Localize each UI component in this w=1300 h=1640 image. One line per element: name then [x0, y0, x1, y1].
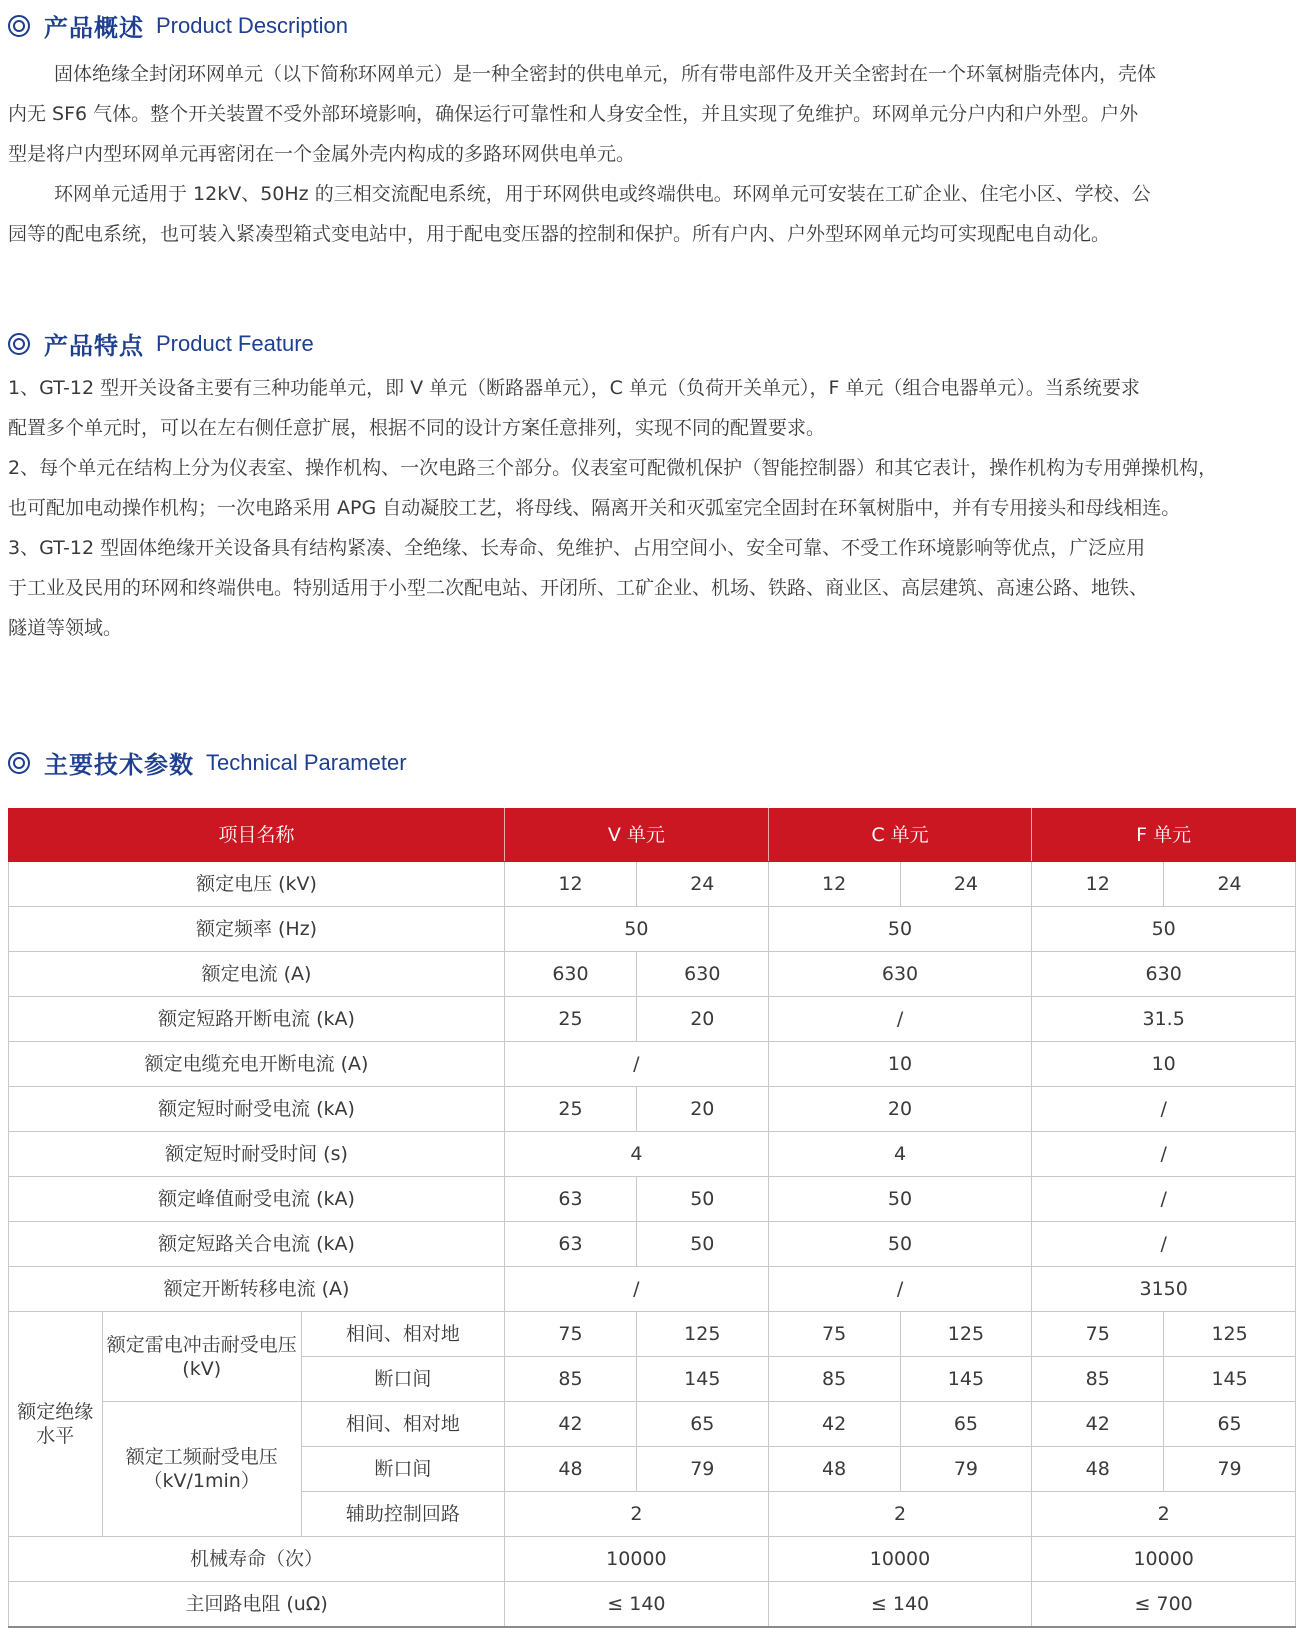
lightning-label: 额定雷电冲击耐受电压 (kV) [102, 1312, 301, 1402]
cell: 25 [505, 997, 637, 1042]
cell: 145 [900, 1357, 1032, 1402]
cell: 24 [1164, 862, 1296, 907]
cell: 24 [636, 862, 768, 907]
cell: 48 [768, 1447, 900, 1492]
circle-bullet-icon [8, 15, 30, 37]
header-f-unit: F 单元 [1032, 809, 1296, 862]
feature-line: 也可配加电动操作机构；一次电路采用 APG 自动凝胶工艺，将母线、隔离开关和灭弧室完全固封在环氧树脂中，并有专用接头和母线相连。 [8, 497, 1181, 519]
features-heading [8, 326, 314, 361]
cell: / [1032, 1222, 1296, 1267]
table-row [9, 1267, 1296, 1312]
table-row [9, 1312, 1296, 1357]
row-label: 额定短时耐受时间 (s) [9, 1132, 505, 1177]
row-label: 额定电压 (kV) [9, 862, 505, 907]
cell: 50 [636, 1222, 768, 1267]
cell: 20 [636, 1087, 768, 1132]
feature-line: 隧道等领域。 [8, 617, 123, 639]
cell: / [1032, 1132, 1296, 1177]
description-title-en: Product Description [156, 12, 348, 38]
table-row [9, 997, 1296, 1042]
row-label: 辅助控制回路 [301, 1492, 504, 1537]
cell: 2 [1032, 1492, 1296, 1537]
power-freq-label: 额定工频耐受电压（kV/1min） [102, 1402, 301, 1537]
row-label: 额定频率 (Hz) [9, 907, 505, 952]
cell: 48 [1032, 1447, 1164, 1492]
features-title-en: Product Feature [156, 330, 314, 356]
cell: 10 [1032, 1042, 1296, 1087]
description-line: 园等的配电系统，也可装入紧凑型箱式变电站中，用于配电变压器的控制和保护。所有户内、户外型环网单元均可实现配电自动化。 [8, 223, 1111, 245]
cell: 65 [636, 1402, 768, 1447]
row-label: 额定电缆充电开断电流 (A) [9, 1042, 505, 1087]
cell: 145 [1164, 1357, 1296, 1402]
feature-line: 配置多个单元时，可以在左右侧任意扩展，根据不同的设计方案任意排列，实现不同的配置要求。 [8, 417, 826, 439]
cell: 50 [768, 1222, 1032, 1267]
table-row [9, 952, 1296, 997]
description-line: 型是将户内型环网单元再密闭在一个金属外壳内构成的多路环网供电单元。 [8, 143, 636, 165]
table-row [9, 1537, 1296, 1582]
cell: 4 [505, 1132, 769, 1177]
cell: 79 [900, 1447, 1032, 1492]
table-row [9, 1402, 1296, 1447]
cell: 10000 [505, 1537, 769, 1582]
cell: 10 [768, 1042, 1032, 1087]
cell: 10000 [1032, 1537, 1296, 1582]
cell: / [505, 1267, 769, 1312]
cell: 75 [768, 1312, 900, 1357]
description-line: 内无 SF6 气体。整个开关装置不受外部环境影响，确保运行可靠性和人身安全性，并且实现了免维护。环网单元分户内和户外型。户外 [8, 103, 1139, 125]
cell: / [768, 1267, 1032, 1312]
row-label: 额定短路关合电流 (kA) [9, 1222, 505, 1267]
tech-title-cn: 主要技术参数 [44, 751, 194, 779]
feature-line: 1、GT-12 型开关设备主要有三种功能单元，即 V 单元（断路器单元），C 单元（负荷开关单元），F 单元（组合电器单元）。当系统要求 [8, 377, 1140, 399]
cell: 85 [505, 1357, 637, 1402]
cell: 50 [768, 907, 1032, 952]
row-label: 机械寿命（次） [9, 1537, 505, 1582]
cell: 48 [505, 1447, 637, 1492]
cell: ≤ 140 [768, 1582, 1032, 1628]
cell: 12 [505, 862, 637, 907]
row-label: 额定开断转移电流 (A) [9, 1267, 505, 1312]
cell: 12 [1032, 862, 1164, 907]
table-row [9, 1042, 1296, 1087]
feature-line: 2、每个单元在结构上分为仪表室、操作机构、一次电路三个部分。仪表室可配微机保护（智能控制器）和其它表计，操作机构为专用弹操机构， [8, 457, 1218, 479]
row-label: 额定电流 (A) [9, 952, 505, 997]
cell: 42 [768, 1402, 900, 1447]
cell: 20 [636, 997, 768, 1042]
feature-line: 3、GT-12 型固体绝缘开关设备具有结构紧凑、全绝缘、长寿命、免维护、占用空间小、安全可靠、不受工作环境影响等优点，广泛应用 [8, 537, 1146, 559]
cell: / [505, 1042, 769, 1087]
row-label: 断口间 [301, 1357, 504, 1402]
description-line: 固体绝缘全封闭环网单元（以下简称环网单元）是一种全密封的供电单元，所有带电部件及开关全密封在一个环氧树脂壳体内，壳体 [54, 63, 1157, 85]
cell: 65 [900, 1402, 1032, 1447]
row-label: 额定短路开断电流 (kA) [9, 997, 505, 1042]
cell: 75 [505, 1312, 637, 1357]
cell: 630 [505, 952, 637, 997]
table-row [9, 1132, 1296, 1177]
cell: 3150 [1032, 1267, 1296, 1312]
table-row [9, 907, 1296, 952]
table-row [9, 862, 1296, 907]
description-text [8, 54, 1298, 254]
cell: 630 [1032, 952, 1296, 997]
table-row [9, 1177, 1296, 1222]
cell: 42 [505, 1402, 637, 1447]
cell: 20 [768, 1087, 1032, 1132]
header-c-unit: C 单元 [768, 809, 1032, 862]
cell: 79 [636, 1447, 768, 1492]
description-heading [8, 8, 348, 43]
description-title-cn: 产品概述 [44, 14, 144, 42]
cell: 12 [768, 862, 900, 907]
cell: 10000 [768, 1537, 1032, 1582]
cell: 75 [1032, 1312, 1164, 1357]
cell: 2 [505, 1492, 769, 1537]
cell: 145 [636, 1357, 768, 1402]
circle-bullet-icon [8, 333, 30, 355]
tech-parameter-table [8, 808, 1296, 1628]
table-row [9, 1222, 1296, 1267]
insulation-group-label: 额定绝缘水平 [9, 1312, 103, 1537]
cell: ≤ 140 [505, 1582, 769, 1628]
cell: 4 [768, 1132, 1032, 1177]
table-row [9, 1087, 1296, 1132]
cell: 63 [505, 1177, 637, 1222]
cell: / [768, 997, 1032, 1042]
description-line: 环网单元适用于 12kV、50Hz 的三相交流配电系统，用于环网供电或终端供电。环网单元可安装在工矿企业、住宅小区、学校、公 [54, 183, 1151, 205]
cell: 630 [636, 952, 768, 997]
cell: ≤ 700 [1032, 1582, 1296, 1628]
cell: 85 [1032, 1357, 1164, 1402]
cell: 24 [900, 862, 1032, 907]
features-title-cn: 产品特点 [44, 332, 144, 360]
header-v-unit: V 单元 [505, 809, 769, 862]
tech-title-en: Technical Parameter [206, 749, 407, 775]
row-label: 主回路电阻 (uΩ) [9, 1582, 505, 1628]
cell: 25 [505, 1087, 637, 1132]
cell: 2 [768, 1492, 1032, 1537]
cell: 31.5 [1032, 997, 1296, 1042]
cell: / [1032, 1177, 1296, 1222]
cell: 50 [1032, 907, 1296, 952]
circle-bullet-icon [8, 752, 30, 774]
row-label: 相间、相对地 [301, 1402, 504, 1447]
cell: 79 [1164, 1447, 1296, 1492]
cell: 50 [505, 907, 769, 952]
header-item: 项目名称 [9, 809, 505, 862]
features-text [8, 368, 1298, 648]
cell: 125 [636, 1312, 768, 1357]
cell: 65 [1164, 1402, 1296, 1447]
row-label: 相间、相对地 [301, 1312, 504, 1357]
table-header-row [9, 809, 1296, 862]
row-label: 额定峰值耐受电流 (kA) [9, 1177, 505, 1222]
cell: 85 [768, 1357, 900, 1402]
cell: 50 [636, 1177, 768, 1222]
cell: 630 [768, 952, 1032, 997]
row-label: 额定短时耐受电流 (kA) [9, 1087, 505, 1132]
cell: / [1032, 1087, 1296, 1132]
cell: 50 [768, 1177, 1032, 1222]
cell: 125 [1164, 1312, 1296, 1357]
cell: 42 [1032, 1402, 1164, 1447]
cell: 125 [900, 1312, 1032, 1357]
feature-line: 于工业及民用的环网和终端供电。特别适用于小型二次配电站、开闭所、工矿企业、机场、铁路、商业区、高层建筑、高速公路、地铁、 [8, 577, 1149, 599]
table-row [9, 1582, 1296, 1628]
row-label: 断口间 [301, 1447, 504, 1492]
cell: 63 [505, 1222, 637, 1267]
tech-heading [8, 745, 407, 780]
